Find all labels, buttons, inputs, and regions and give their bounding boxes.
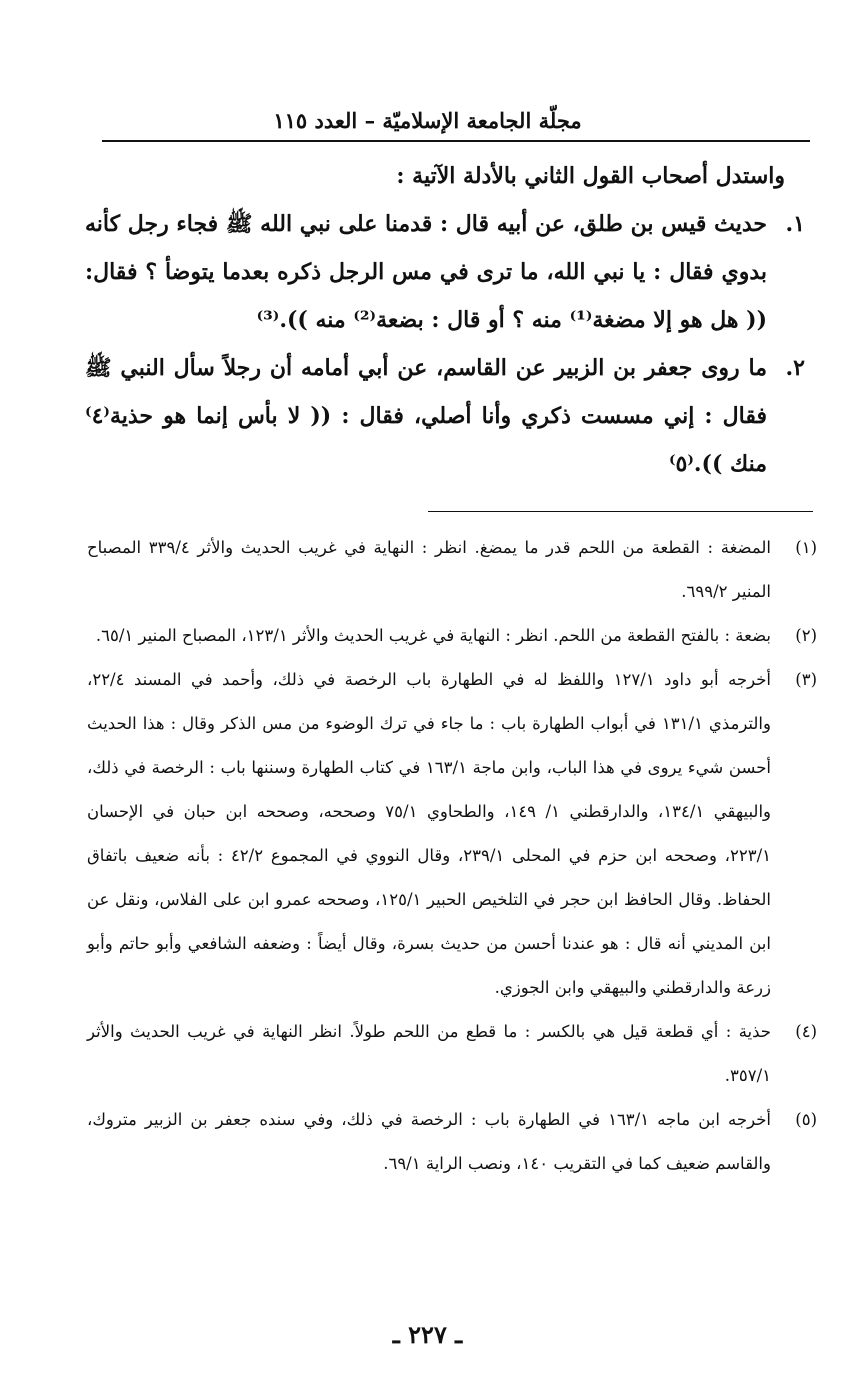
footnote-text: المضغة : القطعة من اللحم قدر ما يمضغ. انظر : النهاية في غريب الحديث والأثر ٣٣٩/٤ المصباح المنير ٦٩٩/٢. xyxy=(87,538,771,601)
header-divider xyxy=(102,140,810,142)
footnote-number: (٥) xyxy=(795,1110,817,1129)
footnote-number: (٢) xyxy=(795,626,817,645)
footnote-text: حذية : أي قطعة قيل هي بالكسر : ما قطع من اللحم طولاً. انظر النهاية في غريب الحديث والأثر ٣٥٧/١. xyxy=(87,1022,771,1085)
hadith-item-1 xyxy=(85,200,805,344)
main-body xyxy=(85,152,805,488)
footnote-3 xyxy=(87,658,817,1010)
intro-paragraph: واستدل أصحاب القول الثاني بالأدلة الآتية : xyxy=(396,163,785,189)
hadith-text: ما روى جعفر بن الزبير عن القاسم، عن أبي أمامه أن رجلاً سأل النبي ﷺ فقال : إني مسست ذكري وأنا أصلي، فقال : (( لا بأس إنما هو حذية⁽٤⁾ منك )).⁽٥⁾ xyxy=(85,355,767,477)
hadith-number: ١. xyxy=(785,211,805,237)
page-number: ـ ٢٢٧ ـ xyxy=(392,1320,463,1349)
footnote-5 xyxy=(87,1098,817,1186)
page-header-title: مجلّة الجامعة الإسلاميّة – العدد ١١٥ xyxy=(273,108,582,133)
footnote-text: أخرجه ابن ماجه ١٦٣/١ في الطهارة باب : الرخصة في ذلك، وفي سنده جعفر بن الزبير متروك، والقاسم ضعيف كما في التقريب ١٤٠، ونصب الراية ٦٩/١. xyxy=(87,1110,771,1173)
footnote-2 xyxy=(87,614,817,658)
hadith-item-2 xyxy=(85,344,805,488)
hadith-number: ٢. xyxy=(785,355,805,381)
hadith-text: حديث قيس بن طلق، عن أبيه قال : قدمنا على نبي الله ﷺ فجاء رجل كأنه بدوي فقال : يا نبي الله، ما ترى في مس الرجل ذكره بعدما يتوضأ ؟ فقال:(( هل هو إلا مضغة⁽¹⁾ منه ؟ أو قال : بضعة⁽²⁾ منه )).⁽³⁾ xyxy=(85,211,767,333)
footnote-divider xyxy=(428,511,813,512)
footnotes-section xyxy=(87,526,817,1186)
footnote-text: بضعة : بالفتح القطعة من اللحم. انظر : النهاية في غريب الحديث والأثر ١٢٣/١، المصباح المنير ٦٥/١. xyxy=(95,626,771,645)
footnote-number: (٤) xyxy=(795,1022,817,1041)
footnote-text: أخرجه أبو داود ١٢٧/١ واللفظ له في الطهارة باب الرخصة في ذلك، وأحمد في المسند ٢٢/٤، والترمذي ١٣١/١ في أبواب الطهارة باب : ما جاء في ترك الوضوء من مس الذكر وقال : هذا الحديث أحسن شيء يروى في هذا الباب، وابن ماجة ١٦٣/١ في كتاب الطهارة وسننها باب : الرخصة في ذلك، والبيهقي ١٣٤/١، والدارقطني ١/ ١٤٩، والطحاوي ٧٥/١ وصححه، وصححه ابن حبان في الإحسان ٢٢٣/١، وصححه ابن حزم في المحلى ٢٣٩/١، وقال النووي في المجموع ٤٢/٢ : بأنه ضعيف باتفاق الحفاظ. وقال الحافظ ابن حجر في التلخيص الحبير ١٢٥/١، وصححه عمرو ابن على الفلاس، ونقل عن ابن المديني أنه قال : هو عندنا أحسن من حديث بسرة، وقال أيضاً : وضعفه الشافعي وأبو حاتم وأبو زرعة والدارقطني والبيهقي وابن الجوزي. xyxy=(87,670,772,997)
footnote-number: (١) xyxy=(795,538,817,557)
footnote-1 xyxy=(87,526,817,614)
footnote-4 xyxy=(87,1010,817,1098)
footnote-number: (٣) xyxy=(795,670,817,689)
